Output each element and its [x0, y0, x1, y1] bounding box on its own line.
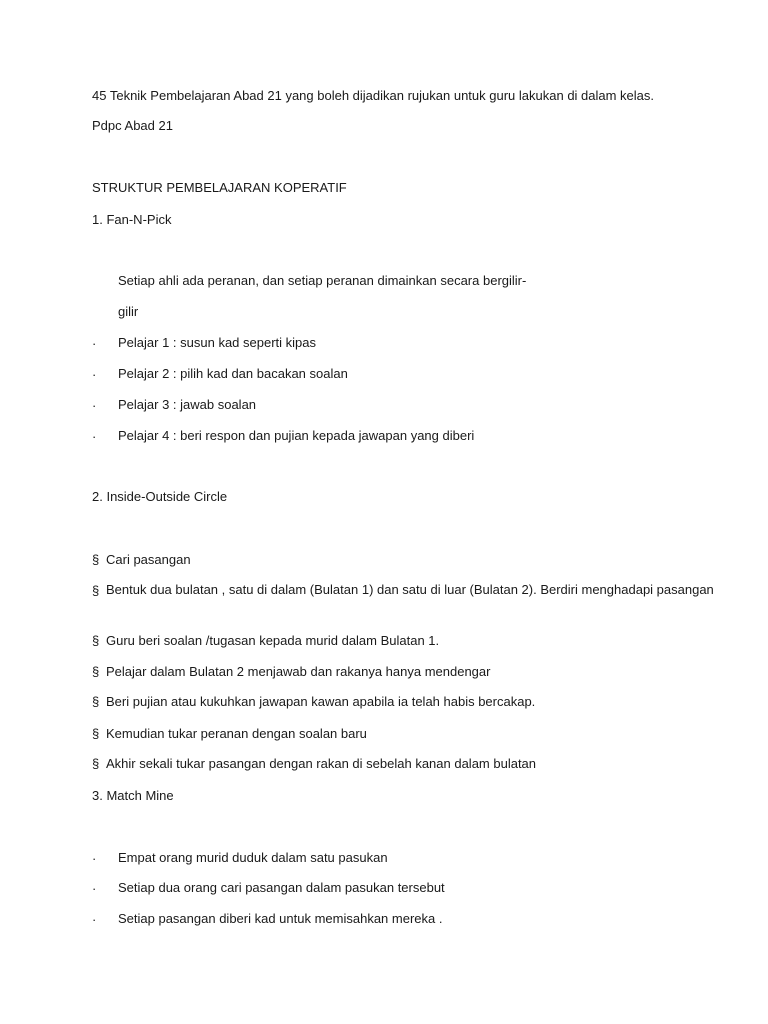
- bullet-section-sign: §: [92, 694, 100, 709]
- bullet-section-sign: §: [92, 756, 100, 771]
- section-3-title: 3. Match Mine: [92, 788, 174, 803]
- bullet-dot: ·: [92, 367, 97, 382]
- bullet-dot: ·: [92, 881, 97, 896]
- list-item: Beri pujian atau kukuhkan jawapan kawan apabila ia telah habis bercakap.: [106, 694, 536, 709]
- bullet-section-sign: §: [92, 726, 100, 741]
- section-2-title: 2. Inside-Outside Circle: [92, 489, 228, 504]
- bullet-dot: ·: [92, 912, 97, 927]
- bullet-dot: ·: [92, 429, 97, 444]
- list-item: Pelajar 4 : beri respon dan pujian kepada jawapan yang diberi: [118, 428, 475, 443]
- list-item: Pelajar 1 : susun kad seperti kipas: [118, 335, 316, 350]
- list-item: Pelajar 3 : jawab soalan: [118, 397, 257, 412]
- section-1-intro-cont: gilir: [118, 304, 139, 319]
- list-item: Cari pasangan: [106, 552, 191, 567]
- document-subtitle: Pdpc Abad 21: [92, 118, 173, 133]
- document-title: 45 Teknik Pembelajaran Abad 21 yang boleh dijadikan rujukan untuk guru lakukan di dalam kelas.: [92, 88, 655, 103]
- bullet-dot: ·: [92, 336, 97, 351]
- section-1-title: 1. Fan-N-Pick: [92, 212, 172, 227]
- section-heading: STRUKTUR PEMBELAJARAN KOPERATIF: [92, 180, 347, 195]
- list-item: Setiap dua orang cari pasangan dalam pasukan tersebut: [118, 880, 445, 895]
- list-item: Empat orang murid duduk dalam satu pasukan: [118, 850, 388, 865]
- bullet-dot: ·: [92, 851, 97, 866]
- list-item: Pelajar 2 : pilih kad dan bacakan soalan: [118, 366, 348, 381]
- list-item: Akhir sekali tukar pasangan dengan rakan di sebelah kanan dalam bulatan: [106, 756, 537, 771]
- list-item: Bentuk dua bulatan , satu di dalam (Bulatan 1) dan satu di luar (Bulatan 2). Berdiri menghadapi pasangan: [106, 582, 714, 597]
- section-1-intro: Setiap ahli ada peranan, dan setiap peranan dimainkan secara bergilir-: [118, 273, 527, 288]
- bullet-section-sign: §: [92, 552, 100, 567]
- bullet-dot: ·: [92, 398, 97, 413]
- list-item: Kemudian tukar peranan dengan soalan baru: [106, 726, 367, 741]
- list-item: Pelajar dalam Bulatan 2 menjawab dan rakanya hanya mendengar: [106, 664, 491, 679]
- list-item: Setiap pasangan diberi kad untuk memisahkan mereka .: [118, 911, 443, 926]
- list-item: Guru beri soalan /tugasan kepada murid dalam Bulatan 1.: [106, 633, 440, 648]
- bullet-section-sign: §: [92, 583, 100, 598]
- bullet-section-sign: §: [92, 664, 100, 679]
- bullet-section-sign: §: [92, 633, 100, 648]
